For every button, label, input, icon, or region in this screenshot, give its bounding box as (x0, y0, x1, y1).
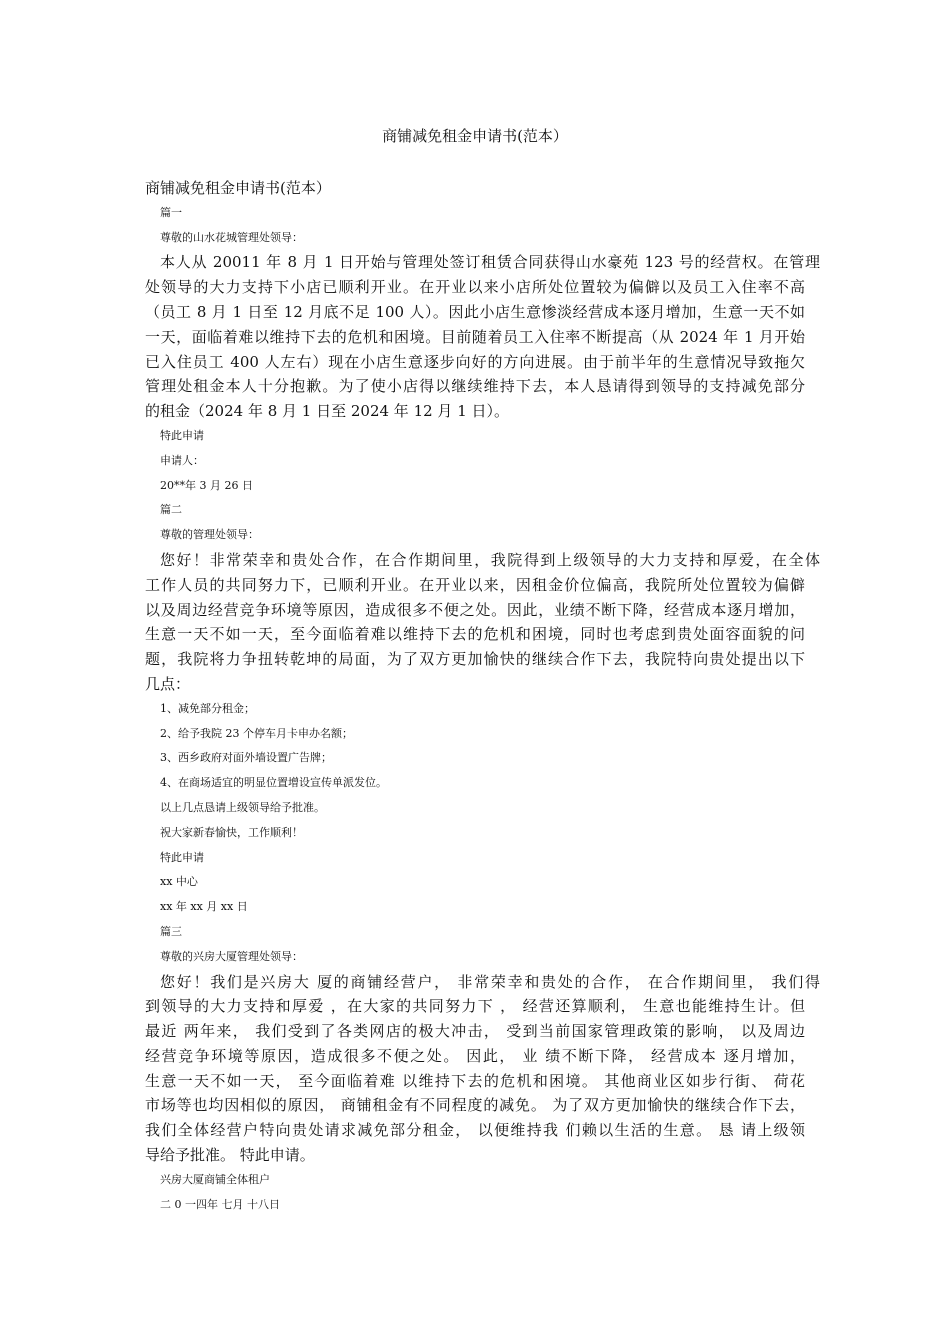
text-line: 本人从 20011 年 8 月 1 日开始与管理处签订租赁合同获得山水豪苑 123 号的经营权。在管理 (160, 253, 820, 272)
document-subtitle: 商铺减免租金申请书(范本） (145, 179, 331, 197)
text-line: 尊敬的兴房大厦管理处领导： (160, 949, 303, 963)
text-line: xx 中心 (160, 875, 198, 889)
text-line: 兴房大厦商铺全体租户 (160, 1172, 270, 1186)
text-line: 1、减免部分租金； (160, 701, 255, 715)
text-line: 4、在商场适宜的明显位置增设宣传单派发位。 (160, 776, 387, 790)
document-body (145, 176, 820, 1217)
text-line: 最近 两年来， 我们受到了各类网店的极大冲击， 受到当前国家管理政策的影响， 以及周边 (145, 1022, 805, 1041)
text-line: 篇一 (160, 205, 182, 219)
text-line: 20**年 3 月 26 日 (160, 478, 253, 492)
text-line: 祝大家新春愉快，工作顺利！ (160, 825, 303, 839)
text-line: 尊敬的管理处领导： (160, 528, 259, 542)
text-line: 以及周边经营竞争环境等原因，造成很多不便之处。因此，业绩不断下降，经营成本逐月增加， (145, 600, 805, 619)
text-line: 题，我院将力争扭转乾坤的局面，为了双方更加愉快的继续合作下去，我院特向贵处提出以下 (145, 650, 805, 669)
text-line: 篇二 (160, 503, 182, 517)
text-line: 以上几点恳请上级领导给予批准。 (160, 800, 325, 814)
text-line: 2、给予我院 23 个停车月卡申办名额； (160, 726, 353, 740)
text-line: 3、西乡政府对面外墙设置广告牌； (160, 751, 332, 765)
text-line: 的租金（2024 年 8 月 1 日至 2024 年 12 月 1 日）。 (145, 402, 510, 421)
text-line: 管理处租金本人十分抱歉。为了使小店得以继续维持下去，本人恳请得到领导的支持减免部分 (145, 377, 805, 396)
text-line: 一天，面临着难以维持下去的危机和困境。目前随着员工入住率不断提高（从 2024 年 1 月开始 (145, 327, 805, 346)
text-line: 已入住员工 400 人左右）现在小店生意逐步向好的方向进展。由于前半年的生意情况导致拖欠 (145, 352, 805, 371)
text-line: 二 0 一四年 七月 十八日 (160, 1197, 280, 1211)
text-line: （员工 8 月 1 日至 12 月底不足 100 人）。因此小店生意惨淡经营成本逐月增加，生意一天不如 (145, 302, 805, 321)
text-line: 您好！我们是兴房大 厦的商铺经营户， 非常荣幸和贵处的合作， 在合作期间里， 我们得 (160, 972, 820, 991)
text-line: 我们全体经营户特向贵处请求减免部分租金， 以便维持我 们赖以生活的生意。 恳 请上级领 (145, 1121, 805, 1140)
text-line: 到领导的大力支持和厚爱 ，在大家的共同努力下 ， 经营还算顺利， 生意也能维持生计。但 (145, 997, 805, 1016)
text-line: 申请人： (160, 453, 204, 467)
text-line: 生意一天不如一天，至今面临着难以维持下去的危机和困境，同时也考虑到贵处面容面貌的问 (145, 625, 805, 644)
text-line: 特此申请 (160, 850, 204, 864)
text-line: 处领导的大力支持下小店已顺利开业。在开业以来小店所处位置较为偏僻以及员工入住率不高 (145, 278, 805, 297)
text-line: 几点： (145, 674, 191, 693)
document-lines (145, 201, 820, 1218)
text-line: 导给予批准。 特此申请。 (145, 1146, 315, 1165)
text-line: 经营竞争环境等原因，造成很多不便之处。 因此， 业 绩不断下降， 经营成本 逐月增加， (145, 1046, 805, 1065)
text-line: 篇三 (160, 924, 182, 938)
text-line: 尊敬的山水花城管理处领导： (160, 230, 303, 244)
document-title: 商铺减免租金申请书(范本） (382, 127, 568, 145)
text-line: xx 年 xx 月 xx 日 (160, 900, 248, 914)
text-line: 您好！非常荣幸和贵处合作，在合作期间里，我院得到上级领导的大力支持和厚爱，在全体 (160, 550, 820, 569)
text-line: 工作人员的共同努力下，已顺利开业。在开业以来，因租金价位偏高，我院所处位置较为偏僻 (145, 575, 805, 594)
text-line: 特此申请 (160, 428, 204, 442)
text-line: 生意一天不如一天， 至今面临着难 以维持下去的危机和困境。 其他商业区如步行街、 荷花 (145, 1071, 805, 1090)
text-line: 市场等也均因相似的原因， 商铺租金有不同程度的减免。 为了双方更加愉快的继续合作下去， (145, 1096, 805, 1115)
